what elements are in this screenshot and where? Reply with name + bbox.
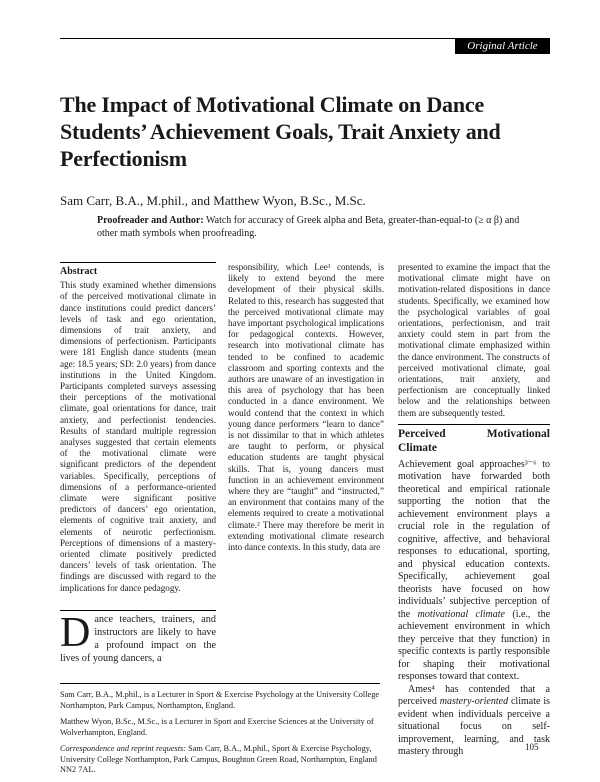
p2-text-a: Achievement goal approaches³⁻⁶ to motivation have forwarded both theoretical and empirical rationale supporting the notion that the achievement environment plays a crucial role in the regulation of cognitive, affective, and behavioral responses to educational, sporting, and physical education contexts. Specifically, achievement goal theorists have focused on how individuals’ subjective perception of the [398, 458, 550, 620]
proofreader-label: Proofreader and Author: [97, 215, 204, 226]
column-1 [60, 262, 216, 665]
footnote-correspondence [60, 744, 380, 776]
p3-text-a: Ames⁴ has contended that a perceived [398, 683, 550, 708]
article-title: The Impact of Motivational Climate on Dance Students’ Achievement Goals, Trait Anxiety and Perfectionism [60, 92, 501, 171]
section-rule [398, 424, 550, 425]
proofreader-note [97, 214, 542, 240]
column-2 [228, 262, 384, 553]
body-text-col3: presented to examine the impact that the motivational climate might have on motivation-related dispositions in dance students. Specifically, we examined how the psychological variables of goal orientations, perfectionism, and trait anxiety could stem in part from the motivational climate emphasized within the dance environment. The constructs of perceived motivational climate, goal orientations, trait anxiety, and perfectionism are conceptually linked below and the relationships between them are subsequently tested. [398, 262, 550, 418]
drop-cap: D [60, 609, 91, 656]
section-label: Original Article [455, 38, 550, 54]
p3-emphasis: mastery-oriented [439, 696, 509, 708]
p3-text-b: climate is evident when individuals perceive a situational focus on self-improvement, learning, and task mastery through [398, 696, 550, 758]
abstract-text: This study examined whether dimensions of the perceived motivational climate in dance institutions could predict dancers’ levels of task and ego orientation, dimensions of trait anxiety, and dimensions of perfectionism. Participants were 181 English dance students (mean age: 18.5 years; SD: 2.0 years) from dance institutions in the United Kingdom. Participants completed surveys assessing their perceptions of the motivational climate, goal orientations for dance, trait anxiety, and perfectionist tendencies. Results of standard multiple regression analyses suggested that certain elements of the motivational climate were significant predictors of the dependent variables. Specifically, perceptions of dimensions of a performance-oriented climate were significant positive predictors of dancers’ ego orientation, elements of cognitive trait anxiety, and elements of neurotic perfectionism. Perceptions of dimensions of a mastery-oriented climate positively predicted dancers’ levels of task orientation. The findings are discussed with regard to the implications for dance pedagogy. [60, 280, 216, 593]
intro-paragraph [60, 610, 216, 665]
paragraph-2 [398, 459, 550, 684]
section-heading: Perceived Motivational Climate [398, 427, 550, 454]
article-authors: Sam Carr, B.A., M.phil., and Matthew Wyon, B.Sc., M.Sc. [60, 193, 366, 208]
p2-emphasis: motivational climate [417, 608, 505, 620]
correspondence-text: Sam Carr, B.A., M.phil., Sport & Exercise Psychology, University College Northampton, Park Campus, Boughton Green Road, Northampton, England NN2 7AL. [60, 744, 377, 774]
abstract-heading: Abstract [60, 266, 98, 277]
body-text-col2: responsibility, which Lee¹ contends, is likely to extend beyond the mere development of their physical skills. Related to this, research has suggested that the perceived motivational climate may have important psychological implications for pedagogical contexts. However, research into motivational climate has tended to be confined to academic classroom and sporting contexts and the authors are unaware of an investigation in this area of psychology that has been conducted in a dance environment. We would contend that the context in which young dance performers “learn to dance” is not dissimilar to that in which athletes are taught to perform, or physical education students are taught physical skills. That is, young dancers must function in an achievement environment where they are “taught” and “instructed,” an environment that contains many of the elements required to create a motivational climate.² There may therefore be merit in extending motivational climate research into dance contexts. In this study, data are [228, 262, 384, 553]
footnote-author-2: Matthew Wyon, B.Sc., M.Sc., is a Lecturer in Sport and Exercise Sciences at the University of Wolverhampton, England. [60, 717, 374, 737]
abstract-rule [60, 262, 216, 263]
proofreader-text: Watch for accuracy of Greek alpha and Beta, greater-than-equal-to (≥ α β) and other math symbols when proofreading. [97, 215, 520, 239]
page-number: 105 [525, 742, 539, 752]
column-3 [398, 262, 550, 759]
footnote-author-1: Sam Carr, B.A., M.phil., is a Lecturer in Sport & Exercise Psychology at the University College Northampton, Park Campus, Northampton, England. [60, 690, 380, 710]
correspondence-label: Correspondence and reprint requests: [60, 744, 187, 753]
intro-text: ance teachers, trainers, and instructors are likely to have a profound impact on the lives of young dancers, a [60, 613, 216, 664]
p2-text-b: (i.e., the achievement environment in which they perceive that they function) in specific contexts is partly responsible for shaping their motivational responses toward that context. [398, 608, 551, 683]
author-footnotes [60, 683, 380, 782]
